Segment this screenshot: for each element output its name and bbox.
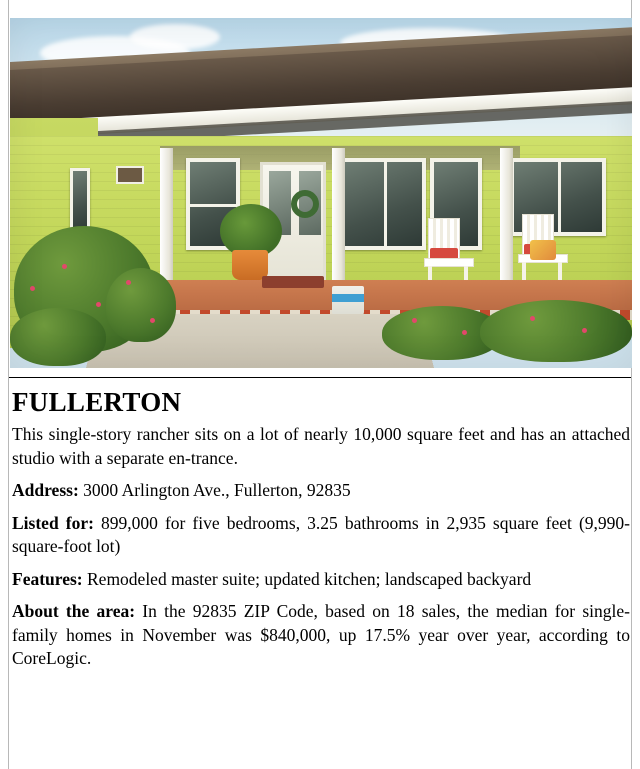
flower bbox=[412, 318, 417, 323]
cloud bbox=[130, 24, 220, 50]
lede-paragraph: This single-story rancher sits on a lot of nearly 10,000 square feet and has an attached studio with a separate en-trance. bbox=[12, 424, 630, 468]
doormat bbox=[262, 276, 324, 288]
chair-leg bbox=[558, 262, 562, 280]
throw-pillow bbox=[530, 240, 556, 260]
field-listed-for-label: Listed for: bbox=[12, 512, 94, 533]
door-wreath bbox=[291, 190, 319, 218]
flower bbox=[582, 328, 587, 333]
shrub bbox=[480, 300, 632, 362]
house-illustration bbox=[10, 18, 632, 368]
flower bbox=[30, 286, 35, 291]
field-features bbox=[12, 568, 630, 592]
field-listed-for bbox=[12, 512, 630, 559]
rocking-chair bbox=[424, 218, 478, 284]
window-mullion bbox=[384, 162, 387, 246]
field-about-the-area-value: In the 92835 ZIP Code, based on 18 sales, the median for single-family homes in November was $840,000, up 17.5% year over year, according to CoreLogic. bbox=[12, 601, 630, 668]
left-margin-rule bbox=[8, 0, 9, 769]
article-body bbox=[12, 387, 630, 671]
field-address-label: Address: bbox=[12, 480, 79, 500]
chair-leg bbox=[522, 262, 526, 280]
field-address bbox=[12, 479, 630, 503]
flower bbox=[530, 316, 535, 321]
window bbox=[70, 168, 90, 234]
field-about-the-area bbox=[12, 600, 630, 671]
field-address-value: 3000 Arlington Ave., Fullerton, 92835 bbox=[83, 480, 351, 500]
window-mullion bbox=[190, 204, 236, 207]
flower bbox=[62, 264, 67, 269]
window bbox=[340, 158, 426, 250]
flower bbox=[150, 318, 155, 323]
bucket-band bbox=[332, 294, 364, 302]
property-photo bbox=[10, 18, 632, 368]
shrub bbox=[106, 268, 176, 342]
flower bbox=[462, 330, 467, 335]
photo-divider bbox=[9, 377, 631, 378]
field-features-label: Features: bbox=[12, 568, 83, 589]
page-title: FULLERTON bbox=[12, 387, 182, 417]
flower bbox=[126, 280, 131, 285]
flower bbox=[96, 302, 101, 307]
shrub bbox=[10, 308, 106, 366]
field-listed-for-value: 899,000 for five bedrooms, 3.25 bathrooms in 2,935 square feet (9,990-square-foot lot) bbox=[12, 512, 630, 556]
field-features-value: Remodeled master suite; updated kitchen; landscaped backyard bbox=[87, 568, 532, 589]
field-about-the-area-label: About the area: bbox=[12, 601, 136, 621]
gable-vent bbox=[116, 166, 144, 184]
